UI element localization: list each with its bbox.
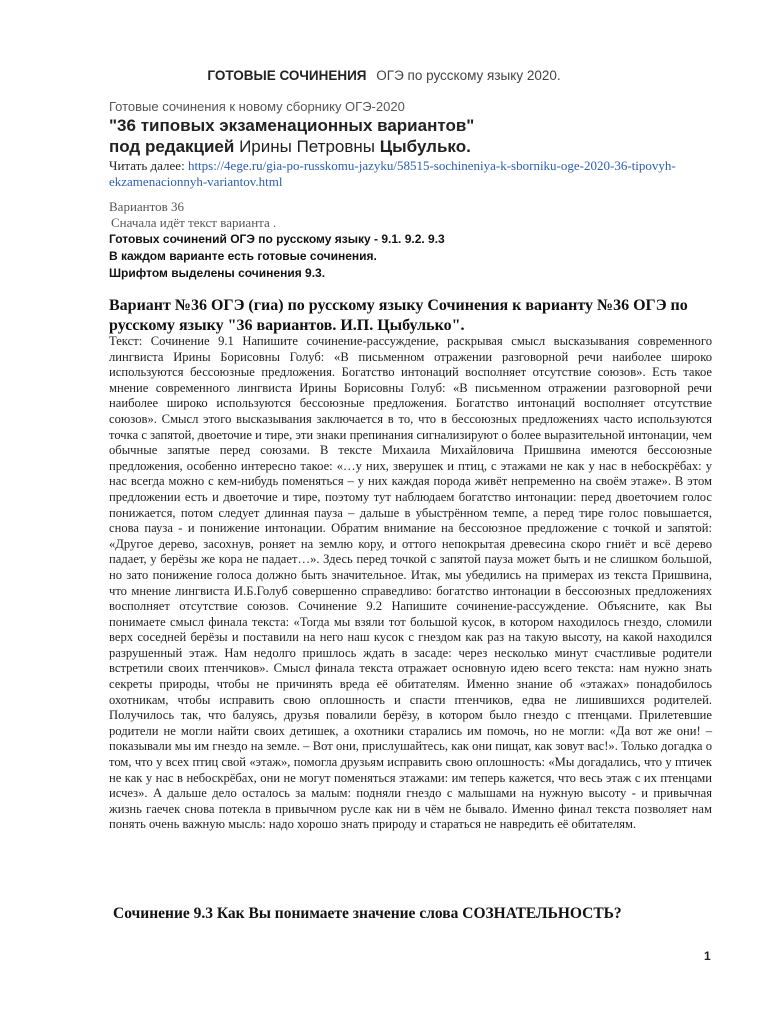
intro-block — [109, 99, 729, 190]
article-body: Текст: Сочинение 9.1 Напишите сочинение-рассуждение, раскрывая смысл высказывания современного лингвиста Ирины Борисовны Голуб: «В письменном отражении разговорной речи наиболее широко используются бессоюзные предложения. Богатство интонаций восполняет отсутствие союзов». Есть такое мнение современного лингвиста Ирины Борисовны Голуб: «В письменном отражении разговорной речи наиболее широко используются бессоюзные предложения. Богатство интонаций восполняет отсутствие союзов». Смысл этого высказывания заключается в то, что в бессоюзных предложениях часто используются точка с запятой, двоеточие и тире, эти знаки препинания сигнализируют о более выразительной интонации, чем обычные запятые перед союзами. В тексте Михаила Михайловича Пришвина имеются бессоюзные предложения, особенно интересно такое: «…у них, зверушек и птиц, с этажами не как у нас в небоскрёбах: у нас всегда можно с кем-нибудь поменяться – у них каждая порода живёт непременно на своём этаже». В этом предложении есть и двоеточие и тире, поэтому тут наблюдаем богатство интонации: перед двоеточием голос понижается, потом следует длинная пауза – дальше в убыстрённом темпе, а перед тире голос повышается, снова пауза - и понижение интонации. Обратим внимание на бессоюзное предложение с точкой и запятой: «Другое дерево, засохнув, роняет на землю кору, и оттого непокрытая древесина скоро гниёт и всё дерево падает, у берёзы же кора не падает…». Здесь перед точкой с запятой пауза может быть и не слишком большой, но зато понижение голоса должно быть значительное. Итак, мы убедились на примерах из текста Пришвина, что мнение лингвиста И.Б.Голуб совершенно справедливо: богатство интонации в бессоюзных предложениях восполняет отсутствие союзов. Сочинение 9.2 Напишите сочинение-рассуждение. Объясните, как Вы понимаете смысл финала текста: «Тогда мы взяли тот большой кусок, в котором находилось гнездо, сломили верх соседней берёзы и поставили на него наш кусок с гнездом как раз на такую высоту, на какой находился разрушенный этаж. Нам недолго пришлось ждать в засаде: через несколько минут счастливые родители встретили своих птенчиков». Смысл финала текста отражает основную идею всего текста: нам нужно знать секреты природы, чтобы не причинять вреда её обитателям. Именно знание об «этажах» понадобилось охотникам, чтобы исправить свою оплошность и спасти птенчиков, едва не лишившихся родителей. Получилось так, что балуясь, друзья повалили берёзу, в котором было гнездо с птенцами. Прилетевшие родители не могли найти своих детишек, а охотники старались им помочь, но не могли: «Да вот же они! – показывали мы им гнездо на земле. – Вот они, прислушайтесь, как они пищат, как зовут вас!». Только догадка о том, что у всех птиц свой «этаж», помогла друзьям исправить свою оплошность: «Мы догадались, что у птичек не как у нас в небоскрёбах, они не могут поменяться этажами: им теперь кажется, что весь этаж с их птенцами исчез». А дальше дело осталось за малым: подняли гнездо с малышами на нужную высоту - и привычная жизнь гаечек снова потекла в привычном русле как ни в чём не бывало. Именно финал текста позволяет нам понять очень важную мысль: надо хорошо знать природу и стараться не навредить её обитателям. — [109, 334, 712, 832]
ready-essays-note: Готовых сочинений ОГЭ по русскому языку - 9.1. 9.2. 9.3 — [109, 232, 445, 246]
read-more-line — [109, 158, 729, 190]
intro-line-collection: Готовые сочинения к новому сборнику ОГЭ-2020 — [109, 99, 405, 114]
each-variant-note: В каждом варианте есть готовые сочинения. — [109, 249, 377, 263]
meta-block — [109, 199, 729, 282]
intro-line-book-title: "36 типовых экзаменационных вариантов" — [109, 116, 475, 135]
read-more-label: Читать далее: — [109, 158, 188, 173]
variant-count: Вариантов 36 — [109, 199, 185, 214]
editor-name: Ирины Петровны — [234, 137, 380, 156]
editor-surname: Цыбулько. — [379, 137, 471, 156]
header-bold-title: ГОТОВЫЕ СОЧИНЕНИЯ — [207, 68, 367, 83]
editor-prefix: под редакцией — [109, 137, 235, 156]
article-title: Вариант №36 ОГЭ (гиа) по русскому языку Сочинения к варианту №36 ОГЭ по русскому языку "36 вариантов. И.П. Цыбулько". — [109, 297, 688, 334]
page-number: 1 — [704, 949, 711, 963]
first-text-note: Сначала идёт текст варианта . — [111, 215, 277, 230]
essay-question: Сочинение 9.3 Как Вы понимаете значение слова СОЗНАТЕЛЬНОСТЬ? — [113, 905, 622, 922]
read-more-link[interactable]: https://4ege.ru/gia-po-russkomu-jazyku/58515-sochineniya-k-sborniku-oge-2020-36-tipovyh-ekzamenacionnyh-variantov.html — [109, 158, 676, 189]
document-header — [0, 68, 768, 83]
font-note: Шрифтом выделены сочинения 9.3. — [109, 266, 326, 280]
intro-line-editor — [109, 136, 729, 157]
header-subtitle: ОГЭ по русскому языку 2020. — [376, 68, 561, 83]
